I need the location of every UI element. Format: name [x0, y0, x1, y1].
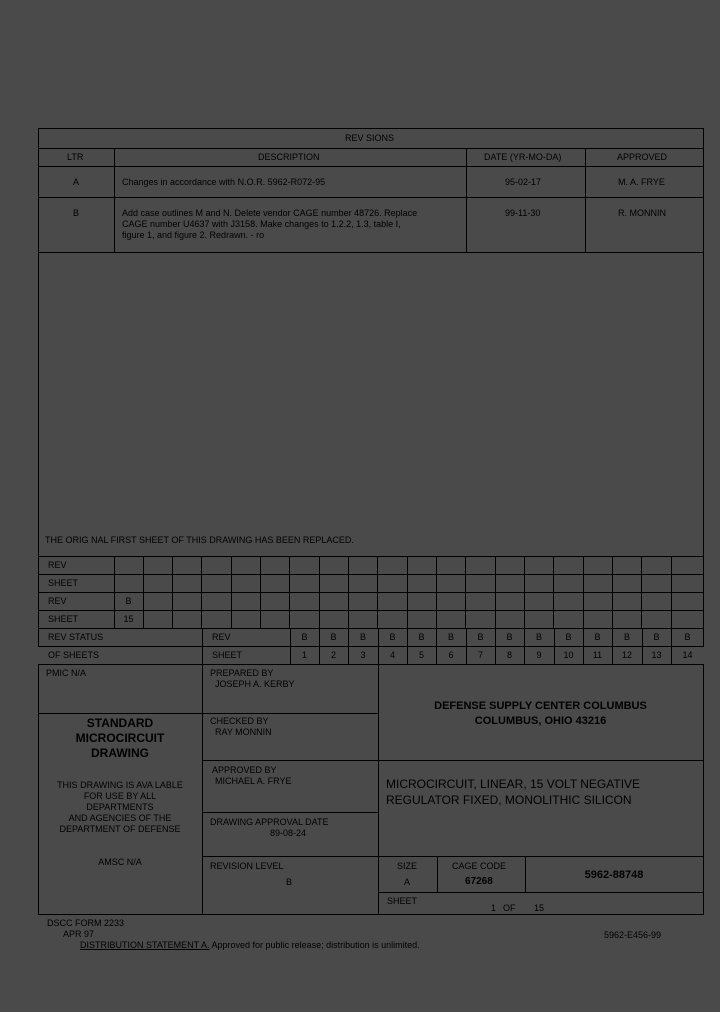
rev-cell: B — [477, 632, 484, 642]
revisions-block — [38, 128, 704, 647]
rev-b-description-line2: CAGE number U4637 with J3158. Make changes to 1.2.2, 1.3, table I, — [122, 219, 401, 229]
grid-row4-label: SHEET — [48, 614, 79, 624]
prepared-by-name: JOSEPH A. KERBY — [215, 679, 295, 689]
approval-date-value: 89-08-24 — [270, 828, 307, 838]
size-label: SIZE — [397, 861, 418, 871]
rev-cell: B — [301, 632, 308, 642]
availability-line2: FOR USE BY ALL — [83, 791, 157, 801]
cage-code-value: 67268 — [465, 876, 493, 887]
sheet-cell: 4 — [389, 650, 395, 660]
rev-cell: B — [506, 632, 513, 642]
prepared-by-label: PREPARED BY — [210, 668, 274, 678]
grid-row4-value: 15 — [123, 614, 134, 624]
rev-a-ltr: A — [73, 177, 80, 187]
revision-level-label: REVISION LEVEL — [210, 861, 284, 871]
of-sheets-label: OF SHEETS — [48, 650, 100, 660]
pmic-label: PMIC N/A — [46, 668, 87, 678]
agency-address: COLUMBUS, OHIO 43216 — [474, 715, 607, 727]
sheet-cell: 2 — [330, 650, 336, 660]
drawing-title-line2: REGULATOR FIXED, MONOLITHIC SILICON — [386, 793, 632, 807]
header-date: DATE (YR-MO-DA) — [484, 152, 562, 162]
rev-status-label: REV STATUS — [48, 632, 104, 642]
standard-title-line1: STANDARD — [86, 716, 154, 730]
availability-line3: DEPARTMENTS — [86, 802, 154, 812]
distribution-statement — [80, 940, 420, 951]
availability-line5: DEPARTMENT OF DEFENSE — [59, 824, 181, 834]
approval-date-label: DRAWING APPROVAL DATE — [210, 817, 329, 827]
of-label: OF — [503, 903, 516, 913]
availability-line1: THIS DRAWING IS AVA LABLE — [57, 780, 183, 790]
agency-name: DEFENSE SUPPLY CENTER COLUMBUS — [434, 700, 647, 712]
sheet-cell: 3 — [360, 650, 366, 660]
rev-a-approved: M. A. FRYE — [618, 177, 665, 187]
rev-cell: B — [623, 632, 630, 642]
total-sheets: 15 — [534, 903, 545, 913]
sheet-cell: 1 — [301, 650, 307, 660]
replaced-note: THE ORIG NAL FIRST SHEET OF THIS DRAWING HAS BEEN REPLACED. — [45, 535, 354, 545]
amsc-label: AMSC N/A — [98, 857, 142, 867]
rev-b-description-line3: figure 1, and figure 2. Redrawn. - ro — [122, 230, 265, 240]
header-description: DESCRIPTION — [258, 152, 320, 162]
rev-b-date: 99-11-30 — [505, 208, 541, 218]
sheet-number: 1 — [491, 903, 497, 913]
grid-row3-value: B — [125, 596, 132, 606]
approved-by-label: APPROVED BY — [212, 765, 277, 775]
sheet-cell: 5 — [418, 650, 424, 660]
sheet-cell: 8 — [506, 650, 512, 660]
form-number: DSCC FORM 2233 — [47, 918, 125, 928]
sheet-cell: 7 — [477, 650, 483, 660]
rev-cell: B — [330, 632, 337, 642]
drawing-title-line1: MICROCIRCUIT, LINEAR, 15 VOLT NEGATIVE — [386, 777, 641, 791]
revision-level-value: B — [286, 877, 293, 887]
sheet-cell: 13 — [651, 650, 662, 660]
rev-b-ltr: B — [73, 208, 80, 218]
rev-b-approved: R. MONNIN — [618, 208, 666, 218]
document-number: 5962-88748 — [584, 869, 644, 881]
rev-cell: B — [359, 632, 366, 642]
header-approved: APPROVED — [617, 152, 668, 162]
sheet-cell: 6 — [448, 650, 454, 660]
header-ltr: LTR — [67, 152, 84, 162]
grid-row3-label: REV — [48, 596, 67, 606]
standard-title-line3: DRAWING — [91, 746, 149, 760]
cage-code-label: CAGE CODE — [452, 861, 507, 871]
rev-cell: B — [418, 632, 425, 642]
rev-a-description: Changes in accordance with N.O.R. 5962-R072-95 — [122, 177, 326, 187]
size-value: A — [404, 877, 411, 887]
rev-a-date: 95-02-17 — [505, 177, 542, 187]
footer-code: 5962-E456-99 — [604, 930, 662, 940]
grid-row2-label: SHEET — [48, 578, 79, 588]
rev-status-sheet-label: SHEET — [212, 650, 243, 660]
sheet-cell: 10 — [563, 650, 574, 660]
grid-row1-label: REV — [48, 560, 67, 570]
rev-cell: B — [535, 632, 542, 642]
rev-b-description-line1: Add case outlines M and N. Delete vendor CAGE number 48726. Replace — [122, 208, 418, 218]
sheet-cell: 11 — [592, 650, 603, 660]
form-date: APR 97 — [63, 929, 95, 939]
rev-cell: B — [389, 632, 396, 642]
rev-cell: B — [594, 632, 601, 642]
standard-title-line2: MICROCIRCUIT — [75, 731, 165, 745]
checked-by-name: RAY MONNIN — [215, 727, 272, 737]
sheet-cell: 12 — [621, 650, 632, 660]
rev-cell: B — [684, 632, 691, 642]
sheet-cell: 9 — [536, 650, 542, 660]
rev-cell: B — [447, 632, 454, 642]
revisions-title: REV SIONS — [345, 133, 395, 143]
rev-status-rev-label: REV — [212, 632, 231, 642]
sheet-cell: 14 — [682, 650, 693, 660]
distribution-text: Approved for public release; distribution is unlimited. — [209, 940, 420, 950]
distribution-label: DISTRIBUTION STATEMENT A. — [80, 940, 210, 950]
checked-by-label: CHECKED BY — [210, 716, 269, 726]
availability-line4: AND AGENCIES OF THE — [68, 813, 172, 823]
rev-cell: B — [565, 632, 572, 642]
approved-by-name: MICHAEL A. FRYE — [215, 776, 292, 786]
sheet-label: SHEET — [387, 896, 418, 906]
rev-cell: B — [653, 632, 660, 642]
